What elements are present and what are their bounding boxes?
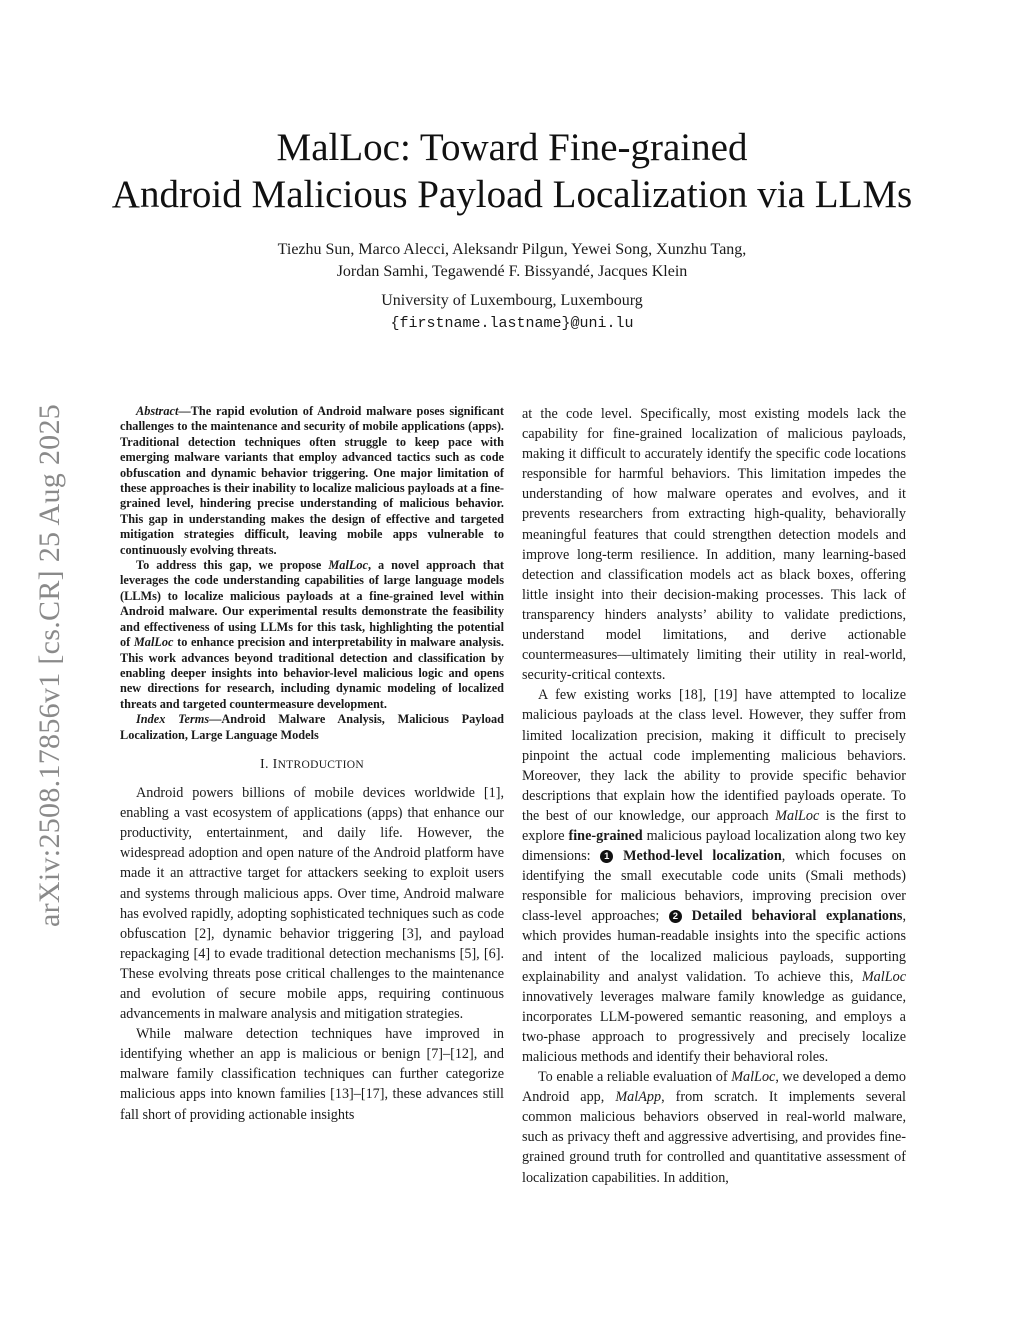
method-name: MalLoc [775,807,820,824]
authors-line-2: Jordan Samhi, Tegawendé F. Bissyandé, Jacques Klein [336,263,688,280]
intro-paragraph-3: at the code level. Specifically, most existing models lack the capability for fine-grained localization of malicious payloads, making it difficult to accurately identify the specific code locations responsible for harmful behaviors. This limitation impedes the understanding of how malware operates and evolves, and it prevents researchers from extracting high-quality, behaviorally meaningful features that could strengthen detection models and improve long-term resilience. In addition, many learning-based detection and classification models act as black boxes, offering little insight into their decision-making processes. This lack of transparency hinders analysts’ ability to validate predictions, understand model limitations, and derive actionable countermeasures—ultimately limiting their utility in real-world, security-critical contexts. [522,406,906,684]
authors-line-1: Tiezhu Sun, Marco Alecci, Aleksandr Pilgun, Yewei Song, Xunzhu Tang, [277,241,747,258]
intro-paragraph-1: Android powers billions of mobile devices worldwide [1], enabling a vast ecosystem of applications (apps) that enhance our productivity, entertainment, and daily life. However, the widespread adoption and open nature of the Android platform have made it an attractive target for attackers seeking to exploit users and systems through malicious apps. Over time, Android malware has evolved rapidly, adopting sophisticated techniques such as code obfuscation [2], dynamic behavior triggering [3], and payload repackaging [4] to evade traditional detection mechanisms [5], [6]. These evolving threats pose critical challenges to the maintenance and evolution of secure mobile apps, requiring continuous advancements in malware analysis and mitigation strategies. [120,785,505,1023]
abstract-paragraph-2: To address this gap, we propose MalLoc, a novel approach that leverages the code understanding capabilities of large language models (LLMs) to localize malicious payloads at a fine-grained level within Android malware. Our experimental results demonstrate the feasibility and effectiveness of using LLMs for this task, highlighting the potential of MalLoc to enhance precision and interpretability in malware analysis. This work advances beyond traditional detection and classification by enabling deeper insights into behavior-level malicious logic and opens new directions for research, including dynamic modeling of localized threats and targeted countermeasure development. [120,558,504,711]
arxiv-side-stamp: arXiv:2508.17856v1 [cs.CR] 25 Aug 2025 [33,403,66,927]
numbered-circle-icon: 1 [600,850,613,863]
method-name: MalLoc [861,968,906,985]
abstract-paragraph-1: Abstract—The rapid evolution of Android malware poses significant challenges to the maintenance and security of mobile applications (apps). Traditional detection techniques often struggle to keep pace with emerging malware variants that employ advanced tactics such as code obfuscation and dynamic behavior triggering. One major limitation of these approaches is their inability to localize malicious payloads at a fine-grained level, hindering precise understanding of malicious behavior. This gap in understanding makes the design of effective and targeted mitigation strategies difficult, leaving mobile apps vulnerable to continuously evolving threats. [120,404,504,557]
affiliation: University of Luxembourg, Luxembourg [381,292,643,309]
method-name: MalLoc [328,558,368,573]
author-email: {firstname.lastname}@uni.lu [390,315,634,332]
index-terms-label: Index Terms [136,712,210,727]
title-line-1: MalLoc: Toward Fine-grained [276,126,748,169]
abstract-label: Abstract [136,404,179,418]
paper-title [60,124,964,218]
intro-paragraph-5: To enable a reliable evaluation of MalLoc, we developed a demo Android app, MalApp, from scratch. It implements several common malicious behaviors observed in real-world malware, such as privacy theft and aggressive advertising, and provides fine-grained ground truth for controlled and quantitative assessment of localization capabilities. In addition, [522,1069,906,1186]
section-heading-introduction: I. INTRODUCTION [260,756,364,772]
title-line-2: Android Malicious Payload Localization via LLMs [111,173,913,216]
abstract [120,404,504,743]
method-name: MalLoc [731,1069,776,1086]
author-list [160,239,864,283]
intro-paragraph-2: While malware detection techniques have improved in identifying whether an app is malicious or benign [7]–[12], and malware family classification techniques can further categorize malicious apps into known families [13]–[17], these advances still fall short of providing actionable insights [120,1026,504,1123]
left-column [120,404,504,1125]
index-terms: Index Terms—Android Malware Analysis, Malicious Payload Localization, Large Language Models [120,712,504,742]
numbered-circle-icon: 2 [669,910,682,923]
app-name: MalApp [615,1089,662,1106]
intro-paragraph-4: A few existing works [18], [19] have attempted to localize malicious payloads at the class level. However, they suffer from limited localization precision, making it difficult to precisely pinpoint the actual code implementing malicious behaviors. Moreover, they lack the ability to provide specific behavior descriptions that explain how the identified payloads operate. To the best of our knowledge, our approach MalLoc is the first to explore fine-grained malicious payload localization along two key dimensions: 1 Method-level localization, which focuses on identifying the small executable code units (Smali methods) responsible for malicious behaviors, improving precision over class-level approaches; 2 Detailed behavioral explanations, which provides human-readable insights into the specific actions and intent of the localized malicious payloads, supporting explainability and analyst validation. To achieve this, MalLoc innovatively leverages malware family knowledge as guidance, incorporates LLM-powered semantic reasoning, and employs a two-phase approach to progressively and precisely localize malicious methods and identify their behavioral roles. [522,687,906,1065]
method-name: MalLoc [133,635,174,650]
right-column [522,404,906,1188]
